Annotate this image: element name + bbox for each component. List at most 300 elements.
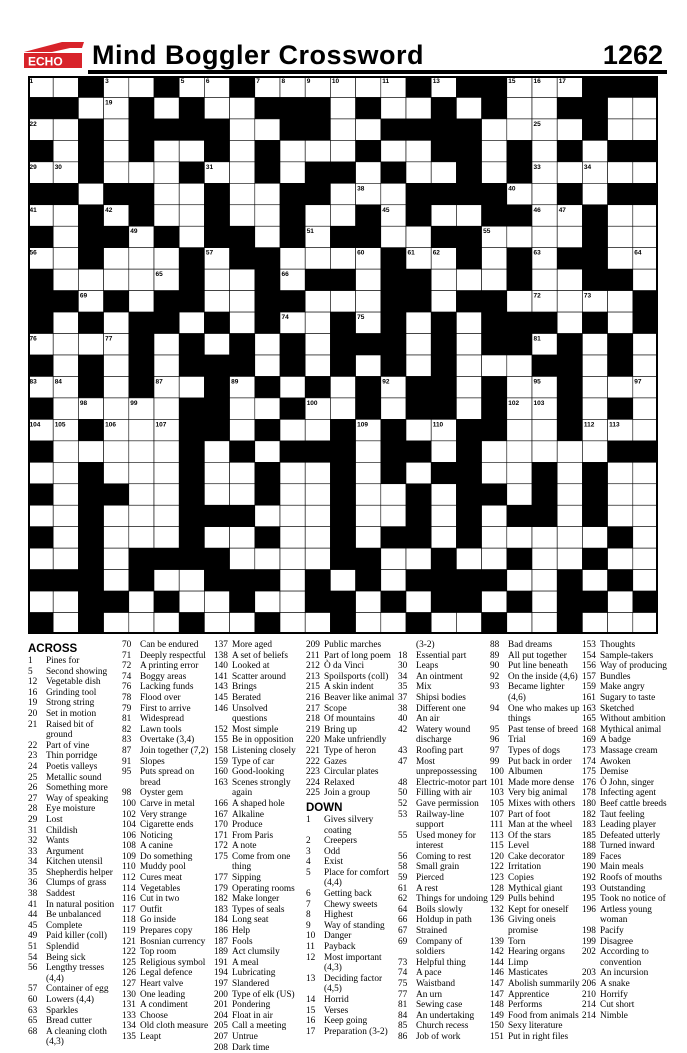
grid-cell[interactable] <box>179 183 204 204</box>
grid-cell[interactable] <box>356 76 381 97</box>
grid-cell[interactable] <box>633 570 658 591</box>
grid-cell[interactable] <box>507 484 532 505</box>
grid-cell[interactable] <box>154 441 179 462</box>
grid-cell[interactable] <box>608 312 633 333</box>
grid-cell[interactable] <box>356 441 381 462</box>
grid-cell[interactable] <box>179 205 204 226</box>
grid-cell[interactable] <box>482 462 507 483</box>
grid-cell[interactable] <box>557 291 582 312</box>
grid-cell[interactable] <box>582 183 607 204</box>
grid-cell[interactable] <box>507 462 532 483</box>
grid-cell[interactable] <box>456 613 481 634</box>
grid-cell[interactable] <box>406 548 431 569</box>
grid-cell[interactable] <box>330 291 355 312</box>
grid-cell[interactable] <box>633 505 658 526</box>
grid-cell[interactable] <box>53 398 78 419</box>
grid-cell[interactable] <box>154 462 179 483</box>
grid-cell[interactable] <box>28 462 53 483</box>
grid-cell[interactable] <box>53 205 78 226</box>
grid-cell[interactable] <box>381 613 406 634</box>
grid-cell[interactable] <box>230 462 255 483</box>
grid-cell[interactable] <box>104 140 129 161</box>
grid-cell[interactable] <box>305 312 330 333</box>
grid-cell[interactable] <box>330 398 355 419</box>
grid-cell[interactable] <box>482 269 507 290</box>
grid-cell[interactable] <box>507 419 532 440</box>
grid-cell[interactable] <box>608 613 633 634</box>
grid-cell[interactable] <box>305 291 330 312</box>
grid-cell[interactable] <box>104 119 129 140</box>
grid-cell[interactable] <box>582 613 607 634</box>
grid-cell[interactable] <box>179 570 204 591</box>
grid-cell[interactable] <box>104 162 129 183</box>
grid-cell[interactable] <box>608 248 633 269</box>
grid-cell[interactable] <box>230 398 255 419</box>
grid-cell[interactable] <box>204 269 229 290</box>
grid-cell[interactable] <box>507 527 532 548</box>
grid-cell[interactable] <box>507 355 532 376</box>
grid-cell[interactable] <box>129 591 154 612</box>
grid-cell[interactable] <box>280 591 305 612</box>
grid-cell[interactable] <box>406 97 431 118</box>
grid-cell[interactable] <box>330 205 355 226</box>
grid-cell[interactable] <box>356 505 381 526</box>
grid-cell[interactable] <box>78 183 103 204</box>
grid-cell[interactable] <box>330 97 355 118</box>
grid-cell[interactable] <box>608 376 633 397</box>
grid-cell[interactable] <box>280 527 305 548</box>
grid-cell[interactable] <box>28 505 53 526</box>
grid-cell[interactable] <box>456 334 481 355</box>
grid-cell[interactable] <box>104 462 129 483</box>
grid-cell[interactable] <box>129 462 154 483</box>
grid-cell[interactable] <box>633 119 658 140</box>
grid-cell[interactable] <box>305 248 330 269</box>
grid-cell[interactable] <box>356 119 381 140</box>
grid-cell[interactable] <box>53 269 78 290</box>
grid-cell[interactable] <box>406 334 431 355</box>
grid-cell[interactable] <box>104 355 129 376</box>
grid-cell[interactable] <box>305 419 330 440</box>
grid-cell[interactable] <box>255 591 280 612</box>
grid-cell[interactable] <box>280 419 305 440</box>
grid-cell[interactable] <box>507 441 532 462</box>
grid-cell[interactable] <box>608 291 633 312</box>
grid-cell[interactable] <box>280 613 305 634</box>
grid-cell[interactable] <box>204 97 229 118</box>
grid-cell[interactable] <box>381 505 406 526</box>
grid-cell[interactable] <box>356 613 381 634</box>
grid-cell[interactable] <box>280 505 305 526</box>
grid-cell[interactable] <box>557 462 582 483</box>
grid-cell[interactable] <box>204 527 229 548</box>
grid-cell[interactable] <box>53 334 78 355</box>
grid-cell[interactable] <box>280 462 305 483</box>
grid-cell[interactable] <box>456 312 481 333</box>
grid-cell[interactable] <box>129 613 154 634</box>
grid-cell[interactable] <box>53 548 78 569</box>
grid-cell[interactable] <box>633 484 658 505</box>
grid-cell[interactable] <box>582 398 607 419</box>
grid-cell[interactable] <box>78 334 103 355</box>
grid-cell[interactable] <box>381 484 406 505</box>
grid-cell[interactable] <box>255 119 280 140</box>
grid-cell[interactable] <box>356 527 381 548</box>
grid-cell[interactable] <box>406 355 431 376</box>
grid-cell[interactable] <box>53 484 78 505</box>
grid-cell[interactable] <box>608 505 633 526</box>
grid-cell[interactable] <box>154 162 179 183</box>
grid-cell[interactable] <box>482 140 507 161</box>
grid-cell[interactable] <box>104 269 129 290</box>
grid-cell[interactable] <box>179 312 204 333</box>
grid-cell[interactable] <box>330 183 355 204</box>
grid-cell[interactable] <box>129 162 154 183</box>
grid-cell[interactable] <box>104 613 129 634</box>
grid-cell[interactable] <box>280 248 305 269</box>
grid-cell[interactable] <box>633 269 658 290</box>
grid-cell[interactable] <box>482 527 507 548</box>
grid-cell[interactable] <box>53 441 78 462</box>
grid-cell[interactable] <box>608 548 633 569</box>
grid-cell[interactable] <box>204 613 229 634</box>
grid-cell[interactable] <box>532 441 557 462</box>
grid-cell[interactable] <box>633 162 658 183</box>
grid-cell[interactable] <box>78 97 103 118</box>
grid-cell[interactable] <box>431 527 456 548</box>
grid-cell[interactable] <box>507 119 532 140</box>
grid-cell[interactable] <box>154 505 179 526</box>
grid-cell[interactable] <box>154 527 179 548</box>
grid-cell[interactable] <box>104 570 129 591</box>
grid-cell[interactable] <box>557 162 582 183</box>
grid-cell[interactable] <box>582 570 607 591</box>
grid-cell[interactable] <box>633 205 658 226</box>
grid-cell[interactable] <box>305 462 330 483</box>
grid-cell[interactable] <box>557 269 582 290</box>
grid-cell[interactable] <box>633 419 658 440</box>
grid-cell[interactable] <box>381 570 406 591</box>
grid-cell[interactable] <box>204 484 229 505</box>
grid-cell[interactable] <box>230 312 255 333</box>
grid-cell[interactable] <box>154 97 179 118</box>
grid-cell[interactable] <box>230 269 255 290</box>
grid-cell[interactable] <box>557 505 582 526</box>
grid-cell[interactable] <box>129 76 154 97</box>
grid-cell[interactable] <box>204 441 229 462</box>
grid-cell[interactable] <box>608 462 633 483</box>
grid-cell[interactable] <box>431 613 456 634</box>
grid-cell[interactable] <box>507 226 532 247</box>
grid-cell[interactable] <box>608 591 633 612</box>
grid-cell[interactable] <box>582 376 607 397</box>
grid-cell[interactable] <box>305 205 330 226</box>
grid-cell[interactable] <box>104 248 129 269</box>
grid-cell[interactable] <box>305 484 330 505</box>
grid-cell[interactable] <box>53 591 78 612</box>
grid-cell[interactable] <box>255 183 280 204</box>
grid-cell[interactable] <box>129 505 154 526</box>
grid-cell[interactable] <box>280 376 305 397</box>
grid-cell[interactable] <box>532 226 557 247</box>
grid-cell[interactable] <box>204 291 229 312</box>
grid-cell[interactable] <box>608 226 633 247</box>
grid-cell[interactable] <box>230 119 255 140</box>
grid-cell[interactable] <box>179 226 204 247</box>
grid-cell[interactable] <box>305 613 330 634</box>
grid-cell[interactable] <box>305 355 330 376</box>
grid-cell[interactable] <box>482 119 507 140</box>
grid-cell[interactable] <box>381 226 406 247</box>
grid-cell[interactable] <box>356 591 381 612</box>
grid-cell[interactable] <box>230 548 255 569</box>
grid-cell[interactable] <box>179 376 204 397</box>
grid-cell[interactable] <box>507 291 532 312</box>
grid-cell[interactable] <box>255 205 280 226</box>
grid-cell[interactable] <box>633 334 658 355</box>
grid-cell[interactable] <box>507 97 532 118</box>
grid-cell[interactable] <box>204 462 229 483</box>
grid-cell[interactable] <box>330 248 355 269</box>
grid-cell[interactable] <box>608 119 633 140</box>
grid-cell[interactable] <box>431 441 456 462</box>
grid-cell[interactable] <box>53 226 78 247</box>
grid-cell[interactable] <box>381 183 406 204</box>
grid-cell[interactable] <box>582 334 607 355</box>
grid-cell[interactable] <box>532 591 557 612</box>
crossword-grid-svg[interactable] <box>28 76 658 634</box>
grid-cell[interactable] <box>456 269 481 290</box>
grid-cell[interactable] <box>204 334 229 355</box>
grid-cell[interactable] <box>356 162 381 183</box>
grid-cell[interactable] <box>532 527 557 548</box>
grid-cell[interactable] <box>431 162 456 183</box>
grid-cell[interactable] <box>507 613 532 634</box>
grid-cell[interactable] <box>356 269 381 290</box>
grid-cell[interactable] <box>305 140 330 161</box>
grid-cell[interactable] <box>305 505 330 526</box>
grid-cell[interactable] <box>532 140 557 161</box>
grid-cell[interactable] <box>456 398 481 419</box>
grid-cell[interactable] <box>255 355 280 376</box>
grid-cell[interactable] <box>532 269 557 290</box>
grid-cell[interactable] <box>179 140 204 161</box>
grid-cell[interactable] <box>154 140 179 161</box>
grid-cell[interactable] <box>154 205 179 226</box>
grid-cell[interactable] <box>633 398 658 419</box>
grid-cell[interactable] <box>381 398 406 419</box>
grid-cell[interactable] <box>431 505 456 526</box>
grid-cell[interactable] <box>104 376 129 397</box>
grid-cell[interactable] <box>280 548 305 569</box>
grid-cell[interactable] <box>557 312 582 333</box>
grid-cell[interactable] <box>154 334 179 355</box>
grid-cell[interactable] <box>356 355 381 376</box>
grid-cell[interactable] <box>154 484 179 505</box>
grid-cell[interactable] <box>230 419 255 440</box>
grid-cell[interactable] <box>330 570 355 591</box>
grid-cell[interactable] <box>104 312 129 333</box>
grid-cell[interactable] <box>53 527 78 548</box>
grid-cell[interactable] <box>129 291 154 312</box>
grid-cell[interactable] <box>53 505 78 526</box>
grid-cell[interactable] <box>431 205 456 226</box>
grid-cell[interactable] <box>53 119 78 140</box>
grid-cell[interactable] <box>482 591 507 612</box>
grid-cell[interactable] <box>482 248 507 269</box>
grid-cell[interactable] <box>104 398 129 419</box>
grid-cell[interactable] <box>104 505 129 526</box>
grid-cell[interactable] <box>406 591 431 612</box>
grid-cell[interactable] <box>608 162 633 183</box>
grid-cell[interactable] <box>406 162 431 183</box>
grid-cell[interactable] <box>255 334 280 355</box>
grid-cell[interactable] <box>129 527 154 548</box>
grid-cell[interactable] <box>78 441 103 462</box>
grid-cell[interactable] <box>53 462 78 483</box>
grid-cell[interactable] <box>381 140 406 161</box>
grid-cell[interactable] <box>280 140 305 161</box>
grid-cell[interactable] <box>482 162 507 183</box>
grid-cell[interactable] <box>78 269 103 290</box>
grid-cell[interactable] <box>633 613 658 634</box>
grid-cell[interactable] <box>582 441 607 462</box>
grid-cell[interactable] <box>456 355 481 376</box>
grid-cell[interactable] <box>230 183 255 204</box>
grid-cell[interactable] <box>255 441 280 462</box>
grid-cell[interactable] <box>53 140 78 161</box>
grid-cell[interactable] <box>532 419 557 440</box>
grid-cell[interactable] <box>532 613 557 634</box>
grid-cell[interactable] <box>633 548 658 569</box>
grid-cell[interactable] <box>179 591 204 612</box>
grid-cell[interactable] <box>305 527 330 548</box>
crossword-grid[interactable] <box>28 76 658 634</box>
grid-cell[interactable] <box>507 376 532 397</box>
grid-cell[interactable] <box>53 76 78 97</box>
grid-cell[interactable] <box>104 527 129 548</box>
grid-cell[interactable] <box>28 548 53 569</box>
grid-cell[interactable] <box>230 291 255 312</box>
grid-cell[interactable] <box>406 312 431 333</box>
grid-cell[interactable] <box>230 613 255 634</box>
grid-cell[interactable] <box>456 97 481 118</box>
grid-cell[interactable] <box>557 226 582 247</box>
grid-cell[interactable] <box>406 140 431 161</box>
grid-cell[interactable] <box>356 484 381 505</box>
grid-cell[interactable] <box>557 484 582 505</box>
grid-cell[interactable] <box>230 97 255 118</box>
grid-cell[interactable] <box>356 291 381 312</box>
grid-cell[interactable] <box>456 205 481 226</box>
grid-cell[interactable] <box>557 527 582 548</box>
grid-cell[interactable] <box>255 398 280 419</box>
grid-cell[interactable] <box>608 484 633 505</box>
grid-cell[interactable] <box>582 355 607 376</box>
grid-cell[interactable] <box>431 269 456 290</box>
grid-cell[interactable] <box>305 548 330 569</box>
grid-cell[interactable] <box>230 140 255 161</box>
grid-cell[interactable] <box>154 570 179 591</box>
grid-cell[interactable] <box>280 162 305 183</box>
grid-cell[interactable] <box>129 441 154 462</box>
grid-cell[interactable] <box>305 334 330 355</box>
grid-cell[interactable] <box>204 591 229 612</box>
grid-cell[interactable] <box>557 441 582 462</box>
grid-cell[interactable] <box>406 226 431 247</box>
grid-cell[interactable] <box>154 613 179 634</box>
grid-cell[interactable] <box>28 591 53 612</box>
grid-cell[interactable] <box>557 548 582 569</box>
grid-cell[interactable] <box>330 140 355 161</box>
grid-cell[interactable] <box>557 119 582 140</box>
grid-cell[interactable] <box>482 355 507 376</box>
grid-cell[interactable] <box>154 398 179 419</box>
grid-cell[interactable] <box>608 205 633 226</box>
grid-cell[interactable] <box>53 613 78 634</box>
grid-cell[interactable] <box>582 140 607 161</box>
grid-cell[interactable] <box>633 527 658 548</box>
grid-cell[interactable] <box>482 505 507 526</box>
grid-cell[interactable] <box>129 484 154 505</box>
grid-cell[interactable] <box>431 484 456 505</box>
grid-cell[interactable] <box>280 570 305 591</box>
grid-cell[interactable] <box>532 548 557 569</box>
grid-cell[interactable] <box>381 548 406 569</box>
grid-cell[interactable] <box>255 226 280 247</box>
grid-cell[interactable] <box>330 119 355 140</box>
grid-cell[interactable] <box>633 97 658 118</box>
grid-cell[interactable] <box>507 570 532 591</box>
grid-cell[interactable] <box>431 291 456 312</box>
grid-cell[interactable] <box>129 248 154 269</box>
grid-cell[interactable] <box>456 548 481 569</box>
grid-cell[interactable] <box>482 548 507 569</box>
grid-cell[interactable] <box>255 505 280 526</box>
grid-cell[interactable] <box>608 97 633 118</box>
grid-cell[interactable] <box>230 205 255 226</box>
grid-cell[interactable] <box>532 570 557 591</box>
grid-cell[interactable] <box>482 441 507 462</box>
grid-cell[interactable] <box>104 548 129 569</box>
grid-cell[interactable] <box>104 441 129 462</box>
grid-cell[interactable] <box>230 162 255 183</box>
grid-cell[interactable] <box>381 97 406 118</box>
grid-cell[interactable] <box>330 376 355 397</box>
grid-cell[interactable] <box>456 376 481 397</box>
grid-cell[interactable] <box>532 183 557 204</box>
grid-cell[interactable] <box>53 355 78 376</box>
grid-cell[interactable] <box>356 462 381 483</box>
grid-cell[interactable] <box>633 462 658 483</box>
grid-cell[interactable] <box>154 248 179 269</box>
grid-cell[interactable] <box>53 312 78 333</box>
grid-cell[interactable] <box>154 355 179 376</box>
grid-cell[interactable] <box>406 419 431 440</box>
grid-cell[interactable] <box>154 183 179 204</box>
grid-cell[interactable] <box>255 548 280 569</box>
grid-cell[interactable] <box>582 527 607 548</box>
grid-cell[interactable] <box>406 462 431 483</box>
grid-cell[interactable] <box>230 484 255 505</box>
grid-cell[interactable] <box>129 269 154 290</box>
grid-cell[interactable] <box>633 226 658 247</box>
grid-cell[interactable] <box>129 419 154 440</box>
grid-cell[interactable] <box>53 248 78 269</box>
grid-cell[interactable] <box>230 527 255 548</box>
grid-cell[interactable] <box>633 355 658 376</box>
grid-cell[interactable] <box>532 97 557 118</box>
